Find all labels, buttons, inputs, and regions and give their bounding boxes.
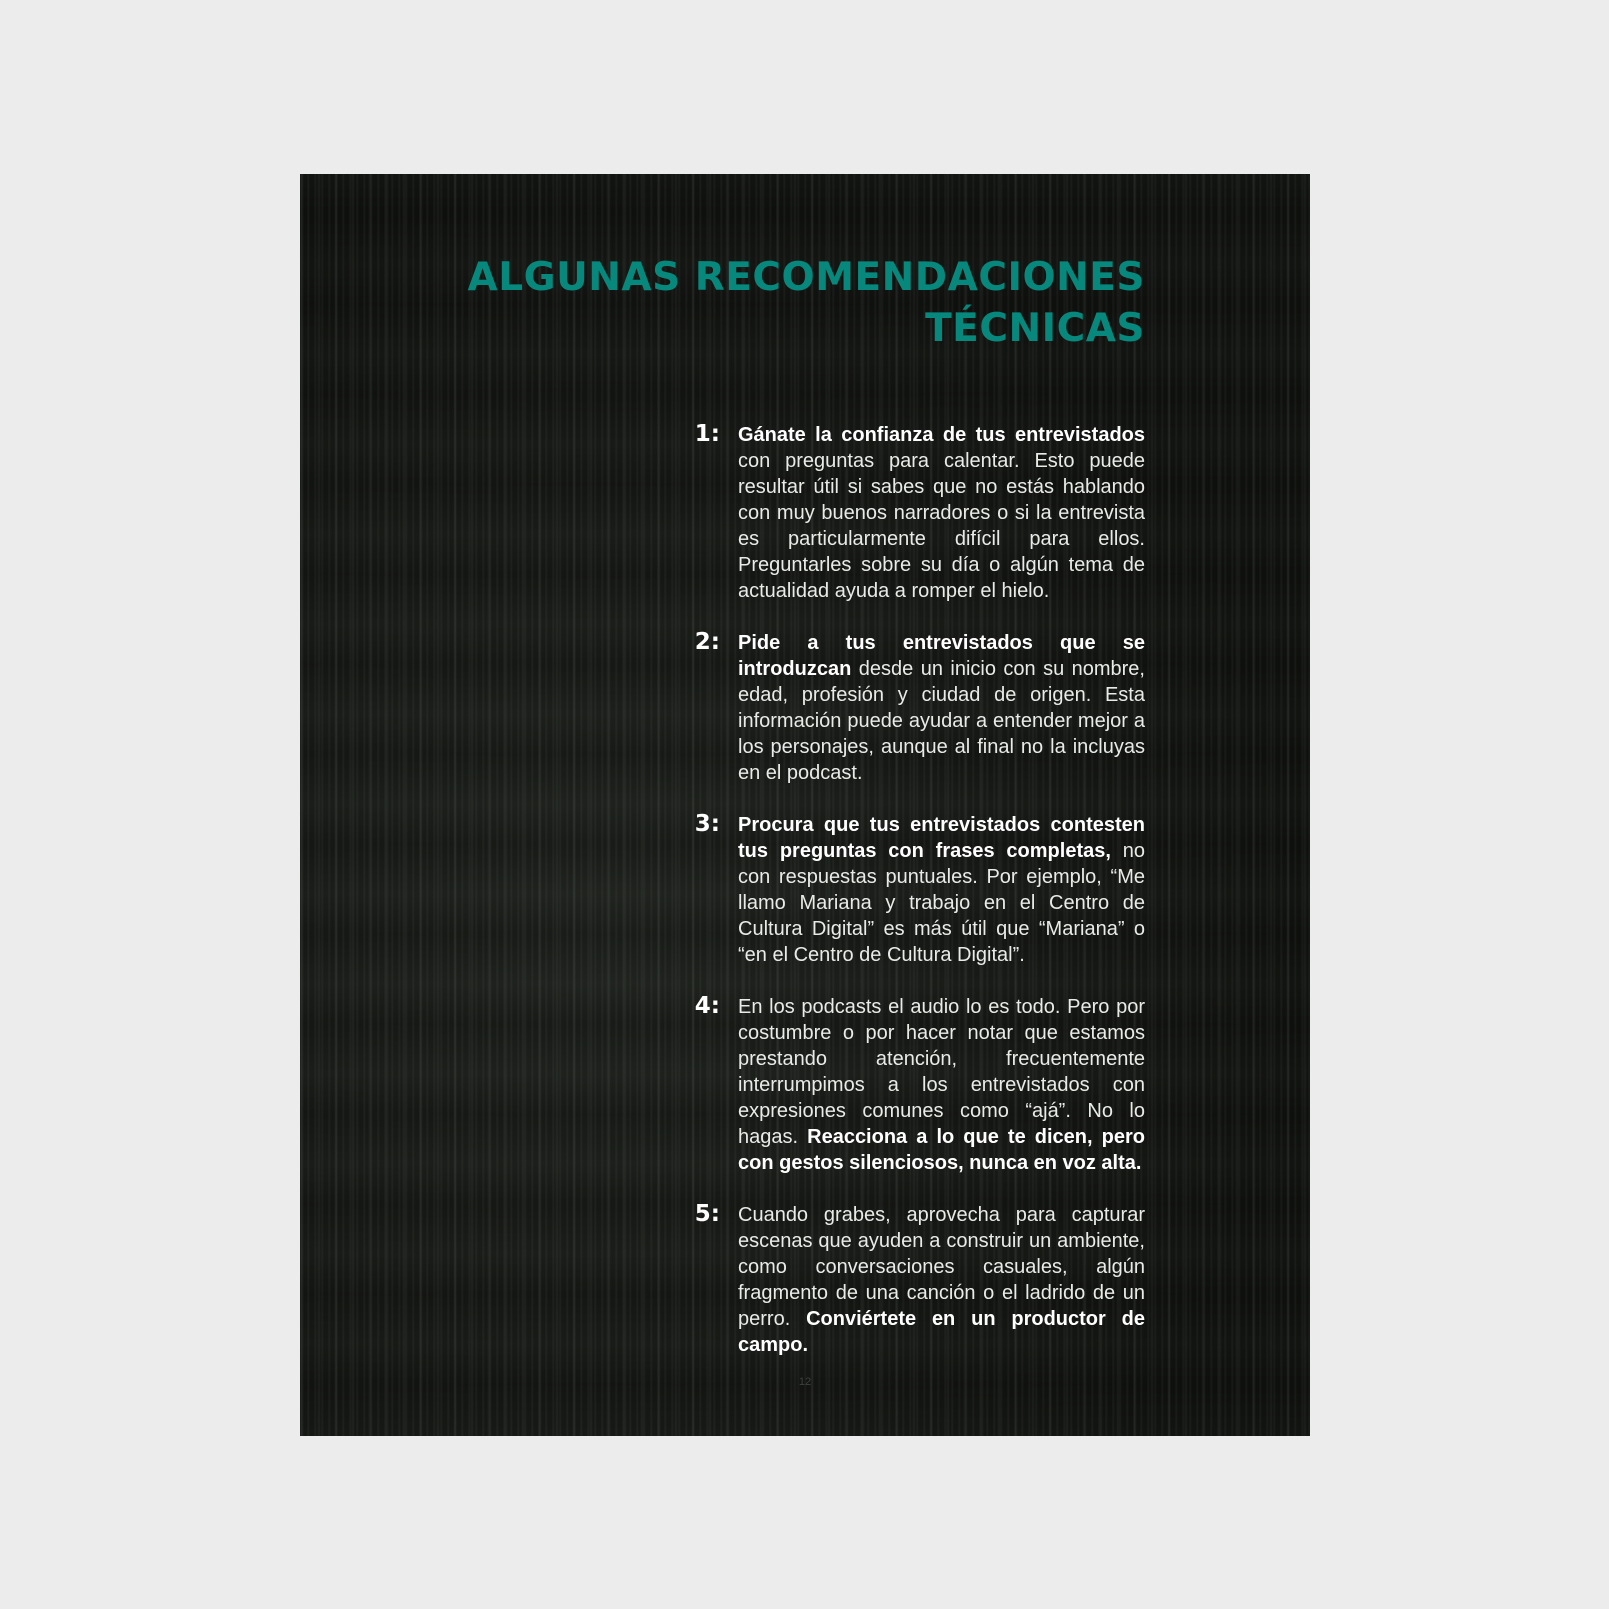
item-number: 2:	[694, 629, 720, 655]
item-text	[738, 630, 1145, 786]
item-body: no con respuestas puntuales. Por ejemplo, “Me llamo Mariana y trabajo en el Centro de Cultura Digital” es más útil que “Mariana” o “en el Centro de Cultura Digital”.	[738, 840, 1145, 966]
item-bold-lead: Pide a tus entrevistados que se introduzcan	[738, 632, 1145, 680]
title-line-2: TÉCNICAS	[925, 306, 1145, 351]
item-bold-lead: Gánate la confianza de tus entrevistados	[738, 424, 1145, 446]
item-text	[738, 422, 1145, 604]
item-text	[738, 1202, 1145, 1358]
item-body: Cuando grabes, aprovecha para capturar escenas que ayuden a construir un ambiente, como conversaciones casuales, algún fragmento de una canción o el ladrido de un perro.	[738, 1204, 1145, 1330]
page-number: 12	[798, 1376, 812, 1388]
list-item	[690, 630, 1145, 786]
item-body: con preguntas para calentar. Esto puede resultar útil si sabes que no estás hablando con muy buenos narradores o si la entrevista es particularmente difícil para ellos. Preguntarles sobre su día o algún tema de actualidad ayuda a romper el hielo.	[738, 450, 1145, 602]
item-bold-tail: Reacciona a lo que te dicen, pero con gestos silenciosos, nunca en voz alta.	[738, 1126, 1145, 1174]
item-body: desde un inicio con su nombre, edad, profesión y ciudad de origen. Esta información puede ayudar a entender mejor a los personajes, aunque al final no la incluyas en el podcast.	[738, 658, 1145, 784]
item-number: 3:	[694, 811, 720, 837]
item-body: En los podcasts el audio lo es todo. Pero por costumbre o por hacer notar que estamos prestando atención, frecuentemente interrumpimos a los entrevistados con expresiones comunes como “ajá”. No lo hagas.	[738, 996, 1145, 1148]
item-number: 4:	[694, 993, 720, 1019]
page-title	[420, 252, 1145, 354]
item-bold-tail: Conviértete en un productor de campo.	[738, 1308, 1145, 1356]
list-item	[690, 422, 1145, 604]
item-number: 1:	[694, 421, 720, 447]
item-number: 5:	[694, 1201, 720, 1227]
item-bold-lead: Procura que tus entrevistados contesten tus preguntas con frases completas,	[738, 814, 1145, 862]
recommendations-list	[690, 422, 1145, 1384]
item-text	[738, 994, 1145, 1176]
title-line-1: ALGUNAS RECOMENDACIONES	[467, 255, 1145, 300]
list-item	[690, 1202, 1145, 1358]
list-item	[690, 994, 1145, 1176]
list-item	[690, 812, 1145, 968]
document-page	[300, 174, 1310, 1436]
item-text	[738, 812, 1145, 968]
